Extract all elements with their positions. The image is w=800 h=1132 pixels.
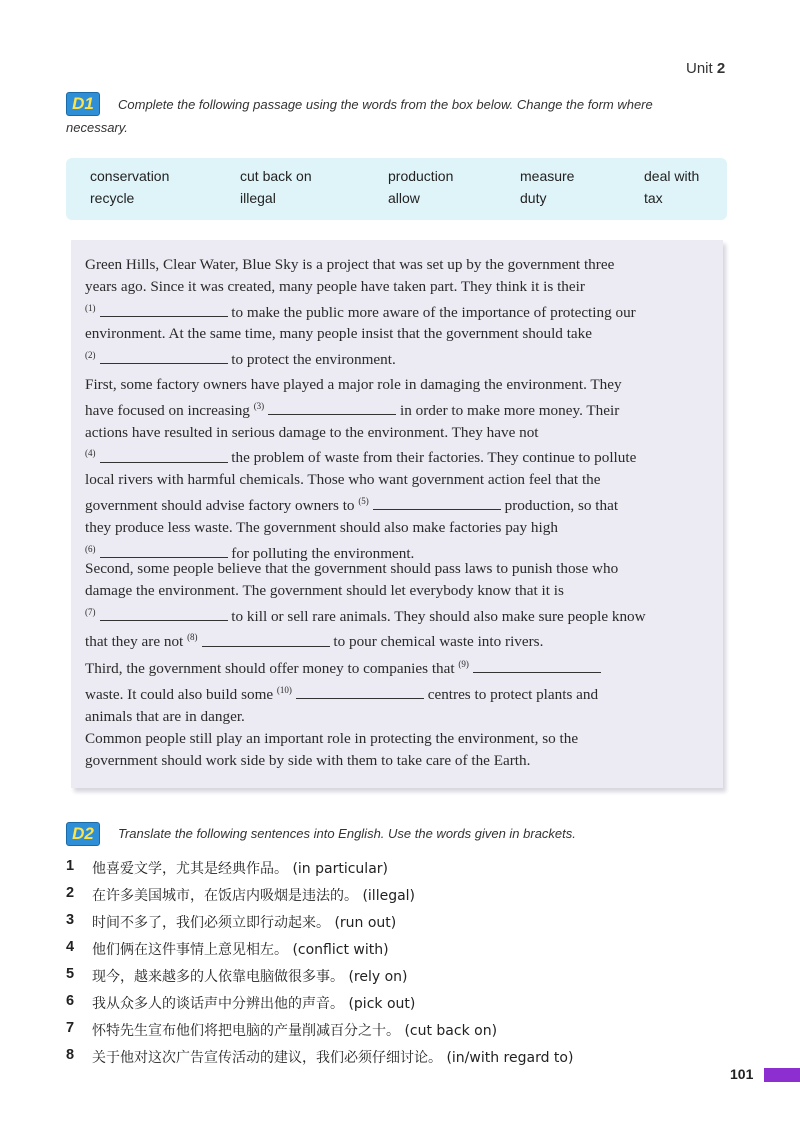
blank-2[interactable] — [100, 349, 228, 364]
word-conservation: conservation — [90, 168, 170, 184]
list-item: 6 我从众多人的谈话声中分辨出他的声音。 (pick out) — [66, 993, 416, 1012]
list-item: 1 他喜爱文学，尤其是经典作品。 (in particular) — [66, 858, 388, 877]
word-deal-with: deal with — [644, 168, 700, 184]
blank-number: (4) — [85, 448, 96, 459]
paragraph-2: First, some factory owners have played a major role in damaging the environment. They have focused on increasing $^{(3)}$ in order to make more money. Their actions have resulted in serious damage to the environment. They have not $^{(4)}$ the problem of waste from their factories. They continue to pollute local rivers with harmful chemicals. Those who want government action feel that the government should advise factory owners to $^{(5)}$ production, so that they produce less waste. The government should also make factories pay high $^{(6)}$ for polluting the environment. — [85, 376, 637, 562]
paragraph-3: Second, some people believe that the government should pass laws to punish those who damage the environment. The government should let everybody know that it is $^{(7)}$ to kill or sell rare animals. They should also make sure people know that they are not $^{(8)}$ to pour chemical waste into rivers. — [85, 560, 646, 651]
paragraph-4: Third, the government should offer money to companies that $^{(9)}$ waste. It could also build some $^{(10)}$ centres to protect plants and animals that are in danger. — [85, 654, 717, 728]
blank-10[interactable] — [296, 684, 424, 699]
list-item: 8 关于他对这次广告宣传活动的建议，我们必须仔细讨论。 (in/with regard to) — [66, 1047, 574, 1066]
list-item: 5 现今，越来越多的人依靠电脑做很多事。 (rely on) — [66, 966, 408, 985]
blank-5[interactable] — [373, 495, 501, 510]
blank-number: (6) — [85, 543, 96, 554]
d1-instruction-line2: necessary. — [66, 120, 128, 135]
blank-3[interactable] — [268, 400, 396, 415]
passage-box — [71, 240, 723, 788]
unit-number: 2 — [716, 60, 726, 77]
d2-badge: D2 — [66, 822, 100, 846]
blank-number: (8) — [187, 632, 198, 643]
word-allow: allow — [388, 190, 420, 206]
list-item: 3 时间不多了，我们必须立即行动起来。 (run out) — [66, 912, 397, 931]
unit-label: Unit 2 — [686, 60, 726, 77]
blank-9[interactable] — [473, 658, 601, 673]
blank-number: (9) — [458, 659, 469, 669]
word-box — [66, 158, 727, 220]
paragraph-5: Common people still play an important role in protecting the environment, so the government should work side by side with them to take care of the Earth. — [85, 730, 579, 769]
blank-number: (2) — [85, 350, 96, 361]
page-number: 101 — [730, 1066, 754, 1082]
list-item: 2 在许多美国城市，在饭店内吸烟是违法的。 (illegal) — [66, 885, 416, 904]
paragraph-1: Green Hills, Clear Water, Blue Sky is a project that was set up by the government three years ago. Since it was created, many people have taken part. They think it is their $^{(1)}$ to make the public more aware of the importance of protecting our environment. At the same time, many people insist that the government should take $^{(2)}$ to protect the environment. — [85, 256, 636, 369]
d1-instruction-line1: Complete the following passage using the words from the box below. Change the form where — [118, 97, 653, 112]
d2-instruction: Translate the following sentences into English. Use the words given in brackets. — [118, 826, 576, 841]
blank-number: (3) — [253, 400, 265, 411]
word-production: production — [388, 168, 454, 184]
word-tax: tax — [644, 190, 663, 206]
blank-6[interactable] — [100, 543, 228, 558]
word-cut-back-on: cut back on — [240, 168, 312, 184]
blank-4[interactable] — [100, 448, 228, 463]
word-duty: duty — [520, 190, 547, 206]
word-recycle: recycle — [90, 190, 135, 206]
blank-1[interactable] — [100, 302, 228, 317]
blank-number: (7) — [85, 606, 96, 617]
d1-badge: D1 — [66, 92, 100, 116]
page-number-bar — [764, 1068, 800, 1082]
blank-number: (5) — [358, 496, 369, 507]
word-measure: measure — [520, 168, 575, 184]
blank-7[interactable] — [100, 606, 228, 621]
word-illegal: illegal — [240, 190, 276, 206]
list-item: 7 怀特先生宣布他们将把电脑的产量削减百分之十。 (cut back on) — [66, 1020, 498, 1039]
blank-number: (10) — [276, 684, 292, 695]
blank-number: (1) — [85, 302, 96, 313]
blank-8[interactable] — [202, 632, 330, 647]
list-item: 4 他们俩在这件事情上意见相左。 (conflict with) — [66, 939, 389, 958]
